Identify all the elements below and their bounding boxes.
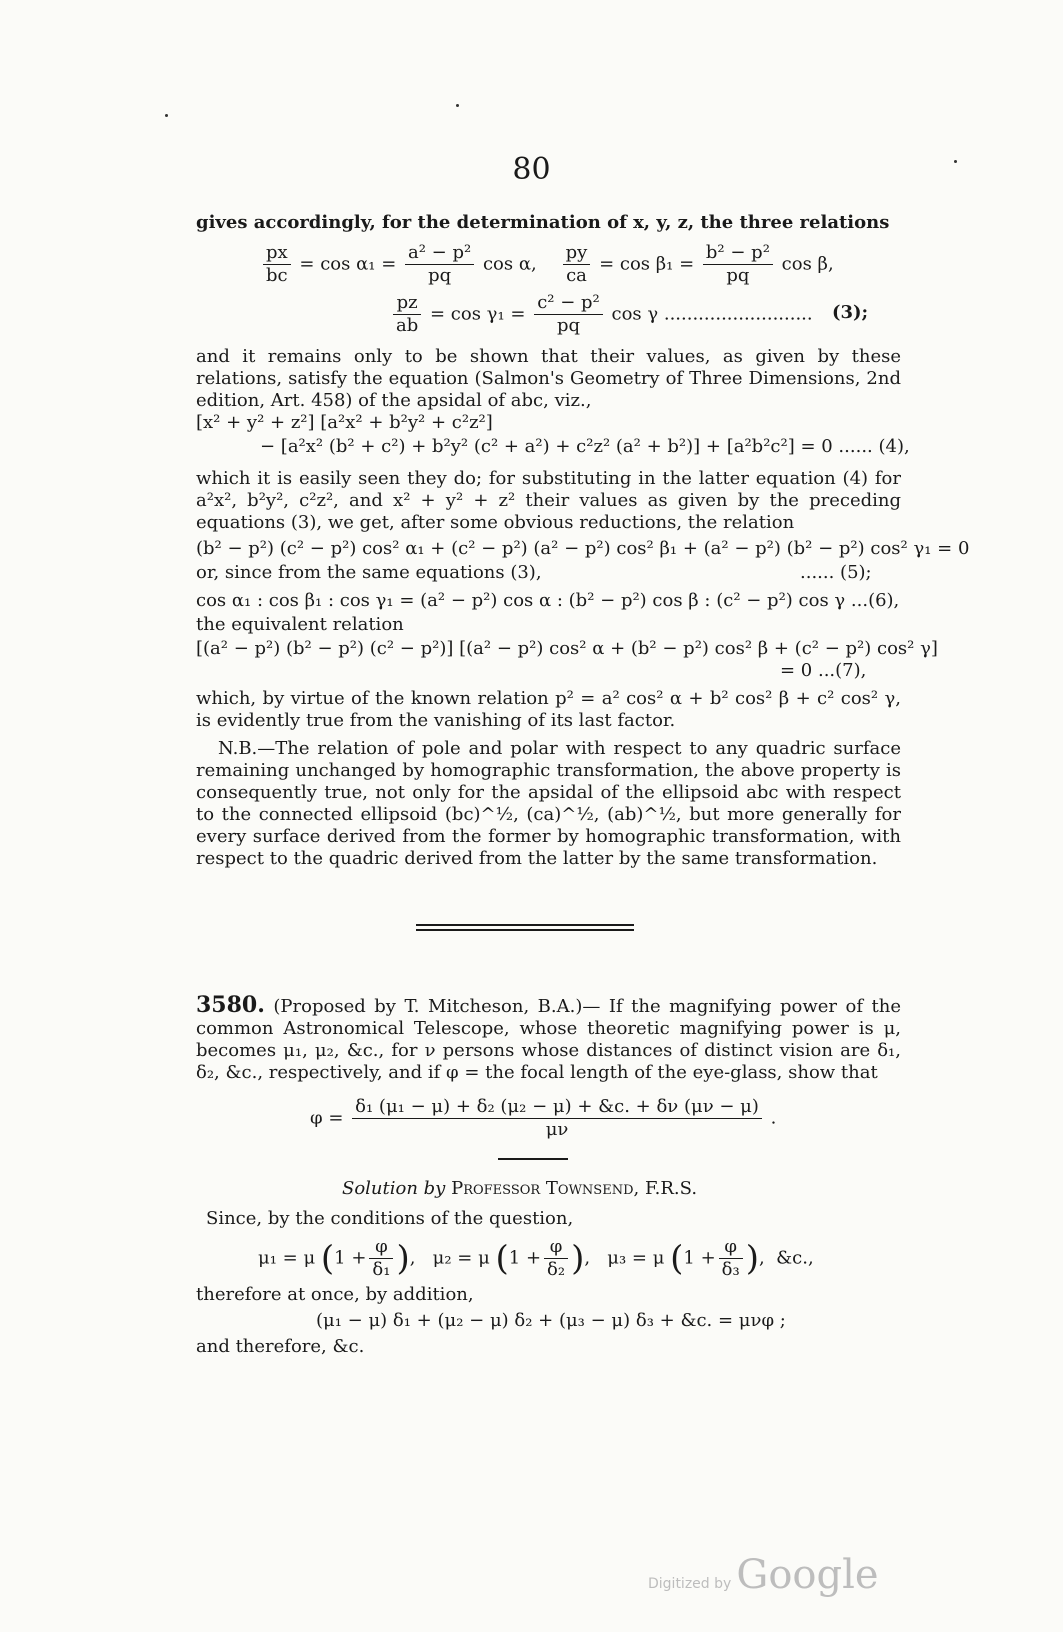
paragraph: which it is easily seen they do; for substituting in the latter equation (4) for a²x², b²y², c²z², and x² + y² + z² their values as given by the preceding equations (3), we get, after some obvious reductions, the relation (196, 468, 901, 533)
equation-6: cos α₁ : cos β₁ : cos γ₁ = (a² − p²) cos α : (b² − p²) cos β : (c² − p²) cos γ ...(6), (196, 590, 900, 611)
fraction: $\frac{pz}{ab}$ (393, 292, 421, 337)
fraction: $\frac{px}{bc}$ (263, 242, 291, 287)
solution-equation-1: μ₁ = μ (1 + $\frac{\varphi}{\text{δ₁}}$ ), μ₂ = μ (1 + $\frac{\varphi}{\text{δ₂}}$ ), μ₃ = μ (1 + $\frac{\varphi}{\text{δ₃}}$ ), &c., (258, 1236, 814, 1280)
solution-equation-2: (μ₁ − μ) δ₁ + (μ₂ − μ) δ₂ + (μ₃ − μ) δ₃ + &c. = μνφ ; (316, 1310, 786, 1331)
paragraph: Since, by the conditions of the question, (206, 1208, 574, 1229)
fraction: $\frac{\varphi}{\text{δ₂}}$ (544, 1236, 568, 1281)
equation-5: (b² − p²) (c² − p²) cos² α₁ + (c² − p²) (a² − p²) cos² β₁ + (a² − p²) (b² − p²) cos² γ₁ = 0 (196, 538, 970, 559)
fraction: $\frac{\text{b² − p²}}{pq}$ (703, 242, 773, 287)
fraction: $\frac{\varphi}{\text{δ₁}}$ (369, 1236, 393, 1281)
fraction: $\frac{\varphi}{\text{δ₃}}$ (719, 1236, 743, 1281)
equation-3-line-1: $\frac{px}{bc}$ = cos α₁ = $\frac{\text{a² − p²}}{pq}$ cos α, $\frac{py}{ca}$ = cos β₁ = $\frac{\text{b² − p²}}{pq}$ cos β, (260, 242, 834, 287)
question-number: 3580. (196, 992, 265, 1018)
scan-speck (165, 114, 168, 117)
section-divider (416, 929, 634, 931)
fraction: $\frac{\text{a² − p²}}{pq}$ (405, 242, 474, 287)
equation-7-line-2: = 0 ...(7), (780, 660, 867, 681)
paragraph: and therefore, &c. (196, 1336, 365, 1357)
question-text: — If the magnifying power of the common Astronomical Telescope, whose theoretic magnifying power is μ, becomes μ₁, μ₂, &c., for ν persons whose distances of distinct vision are δ₁, δ₂, &c., respectively, and if φ = the focal length of the eye-glass, show that (196, 996, 901, 1083)
paragraph: which, by virtue of the known relation p² = a² cos² α + b² cos² β + c² cos² γ, is evidently true from the vanishing of its last factor. (196, 688, 901, 731)
equation-7-line-1: [(a² − p²) (b² − p²) (c² − p²)] [(a² − p²) cos² α + (b² − p²) cos² β + (c² − p²) cos² γ] (196, 638, 938, 659)
solution-heading: Solution by Professor Townsend, F.R.S. (342, 1178, 698, 1199)
paragraph: therefore at once, by addition, (196, 1284, 474, 1305)
short-divider (498, 1158, 568, 1160)
equation-label: ...... (5); (800, 562, 872, 583)
scan-speck (456, 104, 459, 107)
equation-4-line-2: − [a²x² (b² + c²) + b²y² (c² + a²) + c²z² (a² + b²)] + [a²b²c²] = 0 ...... (4), (260, 436, 910, 457)
paragraph-nb: N.B.—The relation of pole and polar with respect to any quadric surface remaining unchanged by homographic transformation, the above property is consequently true, not only for the apsidal of the ellipsoid abc with respect to the connected ellipsoid (bc)^½, (ca)^½, (ab)^½, but more generally for every surface derived from the former by homographic transformation, with respect to the quadric derived from the latter by the same transformation. (196, 738, 901, 869)
fraction: $\frac{py}{ca}$ (563, 242, 591, 287)
question-proposer: (Proposed by T. Mitcheson, B.A.) (273, 996, 583, 1017)
fraction: $\frac{\text{c² − p²}}{pq}$ (534, 292, 603, 337)
section-divider (416, 924, 634, 926)
equation-label: (3); (832, 302, 869, 323)
question-formula: φ = $\frac{\text{δ₁ (μ₁ − μ) + δ₂ (μ₂ − μ) + \&c. + δν (μν − μ)}}{\mu\nu}$ . (310, 1096, 777, 1140)
question-paragraph (196, 994, 901, 1084)
paragraph: and it remains only to be shown that their values, as given by these relations, satisfy the equation (Salmon's Geometry of Three Dimensions, 2nd edition, Art. 458) of the apsidal of abc, viz., (196, 346, 901, 411)
paragraph: or, since from the same equations (3), (196, 562, 542, 583)
page-number: 80 (512, 152, 551, 187)
paragraph: gives accordingly, for the determination of x, y, z, the three relations (196, 212, 890, 233)
digitized-by-google-watermark: Digitized by Google (648, 1552, 879, 1598)
equation-4-line-1: [x² + y² + z²] [a²x² + b²y² + c²z²] (196, 412, 493, 433)
equation-3-line-2: $\frac{pz}{ab}$ = cos γ₁ = $\frac{\text{c² − p²}}{pq}$ cos γ .......................... (390, 292, 813, 337)
paragraph: the equivalent relation (196, 614, 404, 635)
fraction: $\frac{\text{δ₁ (μ₁ − μ) + δ₂ (μ₂ − μ) + \&c. + δν (μν − μ)}}{\mu\nu}$ (352, 1096, 762, 1141)
